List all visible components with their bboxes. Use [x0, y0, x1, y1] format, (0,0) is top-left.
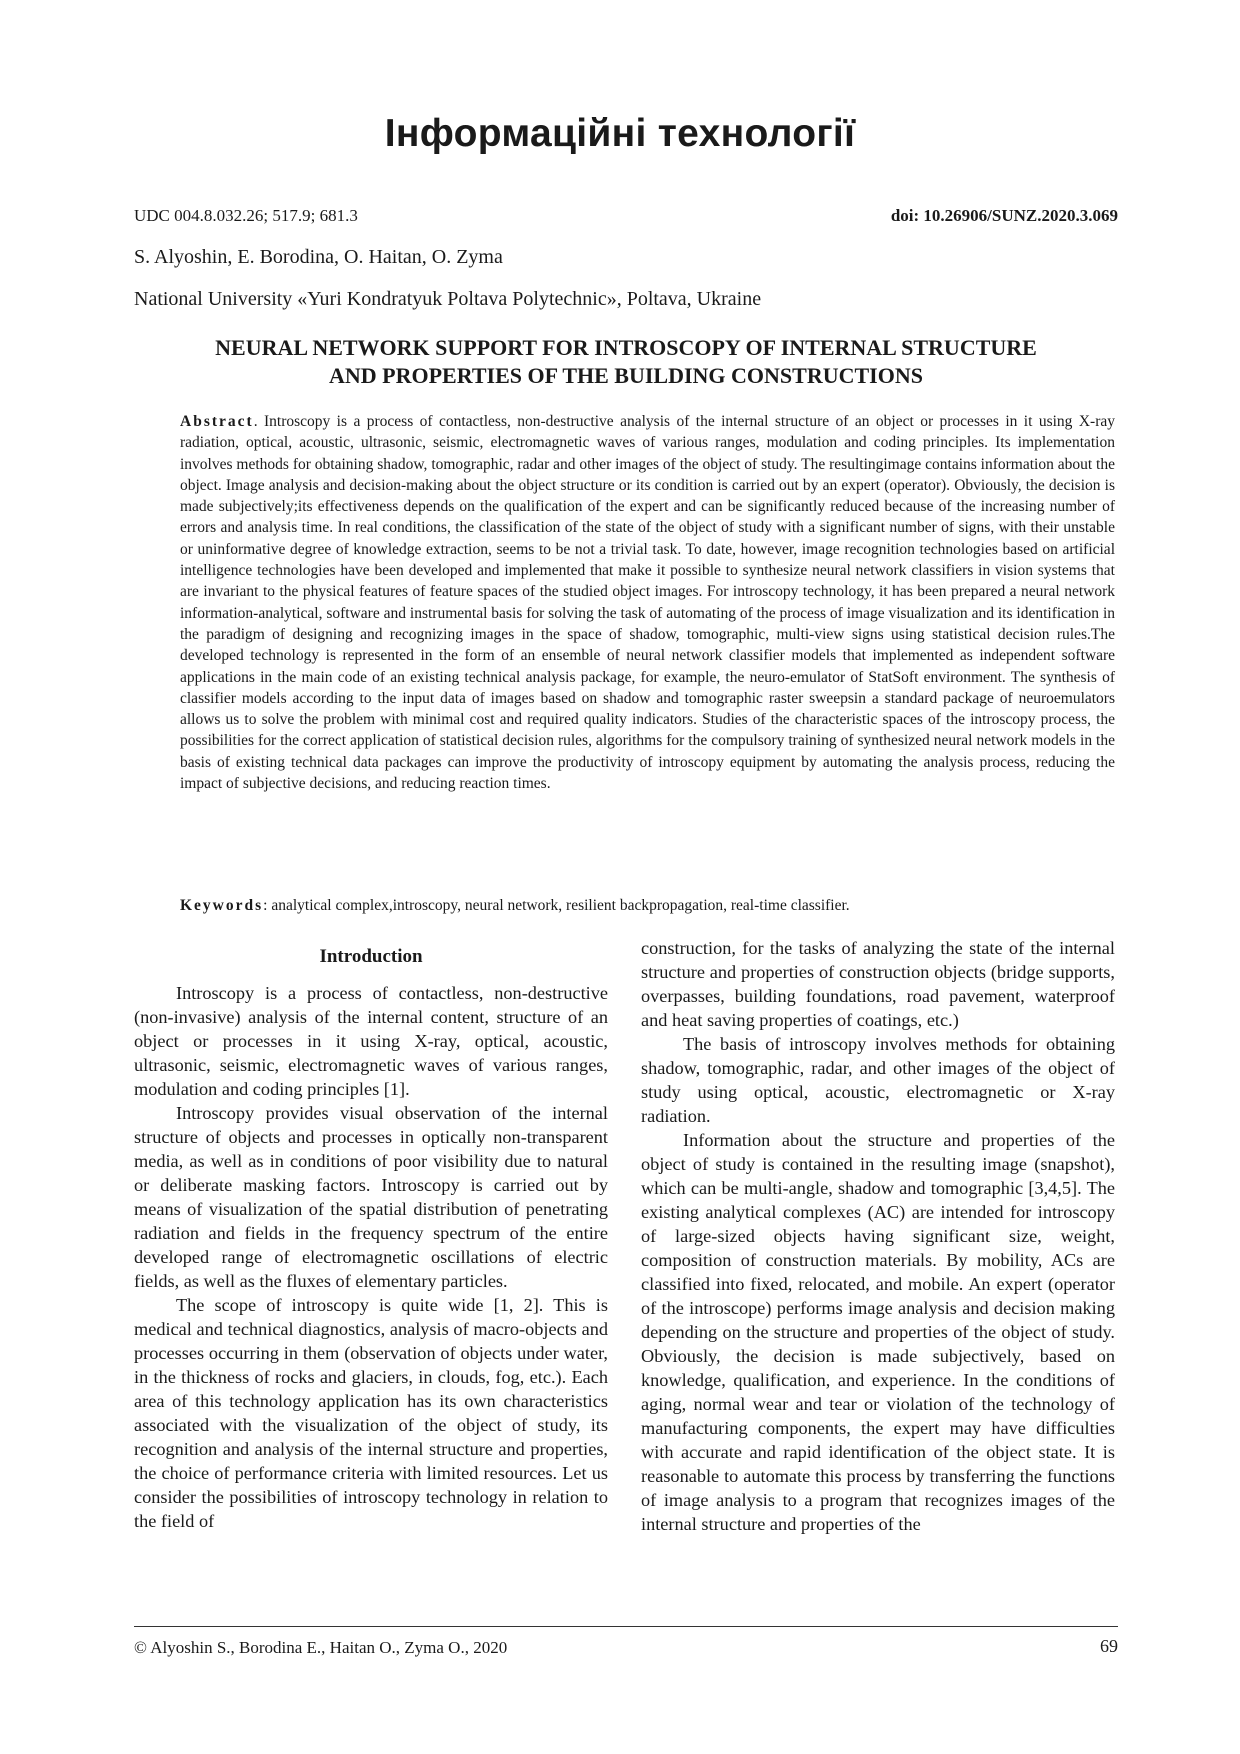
paragraph: The basis of introscopy involves methods for obtaining shadow, tomographic, radar, and other images of the object of study using optical, acoustic, electromagnetic or X-ray radiation. [641, 1034, 1115, 1126]
abstract [180, 411, 1115, 794]
keywords [180, 895, 1115, 916]
journal-section-title: Інформаційні технології [384, 112, 856, 155]
paragraph: Introscopy provides visual observation of the internal structure of objects and processes in optically non-transparent media, as well as in conditions of poor visibility due to natural or deliberate masking factors. Introscopy is carried out by means of visualization of the spatial distribution of penetrating radiation and fields in the frequency spectrum of the entire developed range of electromagnetic oscillations of electric fields, as well as the fluxes of elementary particles. [134, 1103, 608, 1291]
right-column [641, 936, 1115, 1536]
introduction-heading: Introduction [319, 946, 423, 967]
authors: S. Alyoshin, E. Borodina, O. Haitan, O. Zyma [134, 246, 503, 268]
footer-copyright: © Alyoshin S., Borodina E., Haitan O., Zyma O., 2020 [134, 1638, 508, 1657]
paper-title-line-1: NEURAL NETWORK SUPPORT FOR INTROSCOPY OF INTERNAL STRUCTURE [215, 335, 1037, 360]
paper-title-line-2: AND PROPERTIES OF THE BUILDING CONSTRUCTIONS [329, 363, 923, 388]
keywords-text: : analytical complex,introscopy, neural network, resilient backpropagation, real-time classifier. [263, 897, 850, 914]
paper-title [134, 334, 1118, 390]
affiliation: National University «Yuri Kondratyuk Poltava Polytechnic», Poltava, Ukraine [134, 288, 762, 310]
paragraph: Introscopy is a process of contactless, non-destructive (non-invasive) analysis of the internal content, structure of an object or processes in it using X-ray, optical, acoustic, ultrasonic, seismic, electromagnetic waves of various ranges, modulation and coding principles [1]. [134, 983, 608, 1099]
paragraph: Information about the structure and properties of the object of study is contained in the resulting image (snapshot), which can be multi-angle, shadow and tomographic [3,4,5]. The existing analytical complexes (AC) are intended for introscopy of large-sized objects having significant size, weight, composition of construction materials. By mobility, ACs are classified into fixed, relocated, and mobile. An expert (operator of the introscope) performs image analysis and decision making depending on the structure and properties of the object of study. Obviously, the decision is made subjectively, based on knowledge, qualification, and experience. In the conditions of aging, normal wear and tear or violation of the technology of manufacturing components, the expert may have difficulties with accurate and rapid identification of the object state. It is reasonable to automate this process by transferring the functions of image analysis to a program that recognizes images of the internal structure and properties of the [641, 1130, 1115, 1534]
udc-code: UDC 004.8.032.26; 517.9; 681.3 [134, 206, 358, 225]
paragraph: The scope of introscopy is quite wide [1, 2]. This is medical and technical diagnostics, analysis of macro-objects and processes occurring in them (observation of objects under water, in the thickness of rocks and glaciers, in clouds, fog, etc.). Each area of this technology application has its own characteristics associated with the visualization of the object of study, its recognition and analysis of the internal structure and properties, the choice of performance criteria with limited resources. Let us consider the possibilities of introscopy technology in relation to the field of [134, 1295, 608, 1531]
paragraph: construction, for the tasks of analyzing the state of the internal structure and properties of construction objects (bridge supports, overpasses, building foundations, road pavement, waterproof and heat saving properties of coatings, etc.) [641, 938, 1115, 1030]
page-number: 69 [1100, 1636, 1118, 1656]
left-column [134, 945, 608, 1533]
footer-divider [134, 1626, 1118, 1627]
keywords-label: Keywords [180, 897, 264, 914]
abstract-text: . Introscopy is a process of contactless, non-destructive analysis of the internal structure of an object or processes in it using X-ray radiation, optical, acoustic, ultrasonic, seismic, electromagnetic waves of various ranges, modulation and coding principles. Its implementation involves methods for obtaining shadow, tomographic, radar and other images of the object of study. The resultingimage contains information about the object. Image analysis and decision-making about the object structure or its condition is carried out by an expert (operator). Obviously, the decision is made subjectively;its effectiveness depends on the qualification of the expert and can be significantly reduced because of the increasing number of errors and analysis time. In real conditions, the classification of the state of the object of study with a significant number of signs, with their unstable or uninformative degree of knowledge extraction, seems to be not a trivial task. To date, however, image recognition technologies based on artificial intelligence technologies have been developed and implemented that make it possible to synthesize neural network classifiers in vision systems that are invariant to the physical features of feature spaces of the studied object images. For introscopy technology, it has been prepared a neural network information-analytical, software and instrumental basis for solving the task of automating of the process of image visualization and its identification in the paradigm of designing and recognizing images in the space of shadow, tomographic, multi-view signs using statistical decision rules.The developed technology is represented in the form of an ensemble of neural network classifier models that implemented as independent software applications in the main code of an existing technical analysis package, for example, the neuro-emulator of StatSoft environment. The synthesis of classifier models according to the input data of images based on shadow and tomographic raster sweepsin a standard package of neuroemulators allows us to solve the problem with minimal cost and required quality indicators. Studies of the characteristic spaces of the introscopy process, the possibilities for the correct application of statistical decision rules, algorithms for the compulsory training of synthesized neural network models in the basis of existing technical data packages can improve the productivity of introscopy equipment by automating the analysis process, reducing the impact of subjective decisions, and reducing reaction times. [180, 413, 1115, 793]
doi[interactable]: doi: 10.26906/SUNZ.2020.3.069 [890, 206, 1118, 225]
abstract-label: Abstract [180, 413, 254, 430]
